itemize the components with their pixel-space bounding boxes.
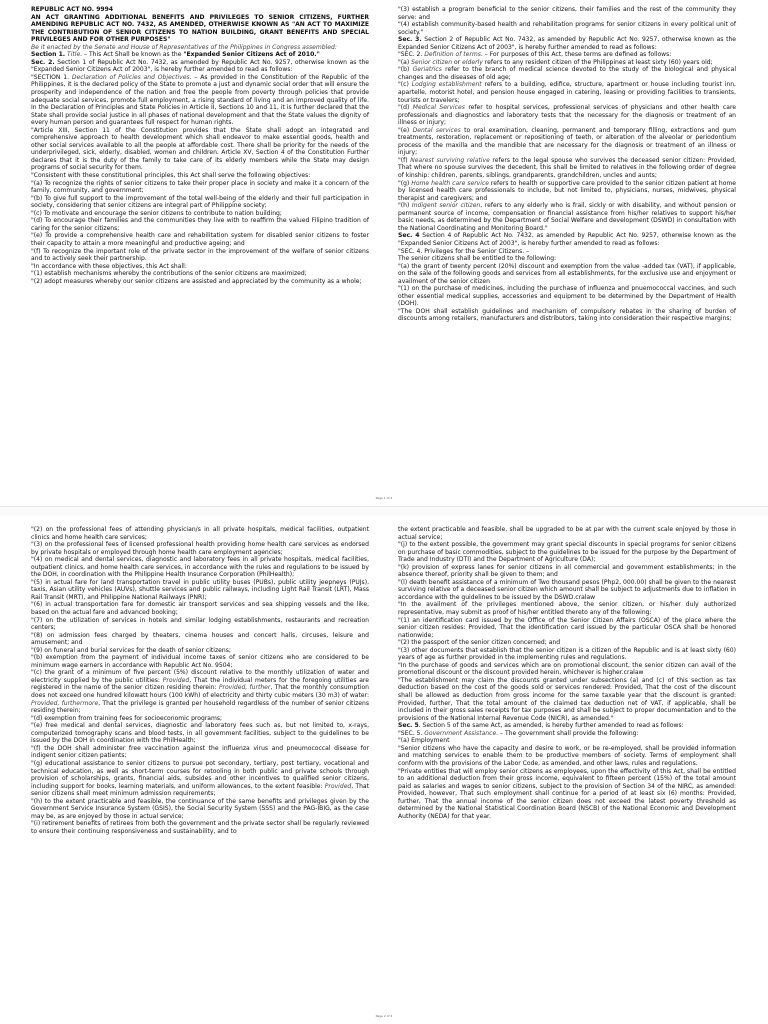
text-run: "SEC. 4. Privileges for the Senior Citizens. – xyxy=(398,247,530,255)
paragraph xyxy=(31,579,369,602)
text-run: . – As provided in the Constitution of the Republic of the Philippines, it is the declared policy of the State to promote a just and dynamic social order that will ensure the prosperity and independence of the nation and free the people from poverty through policies that provide adequate social services, promote full employment, a rising standard of living and an improved quality of life. In the Declaration of Principles and State Policies in Article II, Sections 10 and 11, it is further declared that the State shall provide social justice in all phases of national development and that the State values the dignity of every human person and guarantees full respect for human rights. xyxy=(31,73,369,127)
text-run: "(3) other documents that establish that the senior citizen is a citizen of the Republic and is at least sixty (60) years of age as further provided in the implementing rules and regulations. xyxy=(398,646,736,662)
text-run: to oral examination, cleaning, permanent and temporary filling, extractions and gum treatments, restoration, replacement or repositioning of teeth, or alteration of the alveolar or periodontium process of the maxilla and the mandible that are necessary for the diagnosis or treatment of an illness or injury; xyxy=(398,126,737,157)
text-run: "(j) to the extent possible, the government may grant special discounts in special programs for senior citizens on purchase of basic commodities, subject to the guidelines to be issued for the purpose by the Department of Trade and Industry (DTI) and the Department of Agriculture (DA); xyxy=(398,541,736,564)
paragraph xyxy=(31,6,369,14)
text-run: "(f) To recognize the important role of the private sector in the improvement of the welfare of senior citizens and to actively seek their partnership. xyxy=(31,247,369,263)
text-run: "(a) Employment xyxy=(398,737,450,745)
paragraph xyxy=(398,285,736,308)
text-run: or xyxy=(452,58,463,66)
text-run: refers to the legal spouse who survives the deceased senior citizen: Provided, That where no spouse survives the decedent, this shall be limited to relatives in the following order of degree of kinship: children, parents, siblings, grandparents, grandchildren, uncles and aunts; xyxy=(398,156,736,180)
text-run: "(e) xyxy=(398,126,413,134)
italic-text: Senior citizen xyxy=(411,58,453,66)
document-page-1 xyxy=(0,0,768,506)
paragraph xyxy=(31,601,369,616)
paragraph xyxy=(31,654,369,669)
bold-text: Section 1. xyxy=(31,51,66,59)
paragraph xyxy=(31,715,369,723)
paragraph xyxy=(398,202,736,232)
italic-text: Provided xyxy=(324,782,352,790)
bold-text: REPUBLIC ACT NO. 9994 xyxy=(31,6,114,13)
paragraph xyxy=(398,308,736,323)
page-number: Page 1 of 4 xyxy=(375,496,393,500)
paragraph xyxy=(31,526,369,541)
text-run: . – The government shall provide the following: xyxy=(496,729,639,737)
document-page-2 xyxy=(0,516,768,1024)
text-run: "(1) on the purchase of medicines, including the purchase of influenza and pnuemococcal vaccines, and such other essential medical supplies, accessories and equipment to be determined by the Department of Health (DOH). xyxy=(398,285,736,308)
text-run: "(9) on funeral and burial services for the death of senior citizens; xyxy=(31,646,231,654)
text-run: "In the purchase of goods and services which are on promotional discount, the senior citizen can avail of the promotional discount or the discount provided herein, whichever is higher.cralaw xyxy=(398,661,736,677)
paragraph xyxy=(31,722,369,745)
text-run: "(f) the DOH shall administer free vaccination against the influenza virus and pneumococcal disease for indigent senior citizen patients; xyxy=(31,744,369,760)
paragraph xyxy=(31,74,369,127)
italic-text: Home health care service xyxy=(411,179,489,187)
paragraph xyxy=(398,127,736,157)
italic-text: Provided xyxy=(162,676,190,684)
paragraph xyxy=(31,270,369,278)
paragraph xyxy=(31,248,369,263)
italic-text: Provided, furthermore xyxy=(31,699,99,707)
text-run: Section 2 of Republic Act No. 7432, as amended by Republic Act No. 9257, otherwise known as the Expanded Senior Citizens Act of 2003", is hereby further amended to read as follows: xyxy=(398,36,736,51)
text-run: "In accordance with these objectives, this Act shall: xyxy=(31,262,187,270)
paragraph xyxy=(398,647,736,662)
text-run: "Private entities that will employ senior citizens as employees, upon the effectivity of this Act, shall be entitled to an additional deduction from their gross income, equivalent to fifteen percent (15%) of the total amount paid as salaries and wages to senior citizens, subject to the provision of Section 34 of the NIRC, as amended: Provided, however, That such employment shall continue for a period of at least six (6) months: Provided, further, That the annual income of the senior citizen does not exceed the latest poverty threshold as determined by the National Statistical Coordination Board (NSCB) of the National Economic and Development Authority (NEDA) for that year. xyxy=(398,767,736,820)
text-run: "(2) on the professional fees of attending physician/s in all private hospitals, medical facilities, outpatient clinics and home health care services; xyxy=(31,526,369,541)
paragraph xyxy=(398,232,736,247)
text-run: , That the monthly consumption does not exceed one hundred kilowatt hours (100 kWh) of electricity and thirty cubic meters (30 m3) of water: xyxy=(31,684,369,700)
text-run: "Consistent with these constitutional principles, this Act shall serve the following objectives: xyxy=(31,172,311,180)
paragraph xyxy=(31,278,369,286)
text-run: "(5) in actual fare for land transportation travel in public utility buses (PUBs), public utility jeepneys (PUJs), taxis, Asian utility vehicles (AUVs), shuttle services and public railways, including Light Rail Transit (LRT), Mass Rail Transit (MRT), and Philippine National Railways (PNR); xyxy=(31,578,369,601)
text-run: "(d) exemption from training fees for socioeconomic programs; xyxy=(31,714,223,722)
text-run: , That the individual meters for the foregoing utilities are registered in the name of the senior citizen residing therein: xyxy=(31,676,369,692)
paragraph xyxy=(398,564,736,579)
text-run: "(1) an identification card issued by the Office of the Senior Citizen Affairs (OSCA) of the place where the senior citizen resides: Provided, That the identification card issued by the particular OSCA shall be honored nationwide; xyxy=(398,616,736,639)
text-run: Section 1 of Republic Act No. 7432, as amended by Republic Act No. 9257, otherwise known as the "Expanded Senior Citizens Act of 2003", is hereby further amended to read as follows: xyxy=(31,58,369,74)
text-run: . – For purposes of this Act, these terms are defined as follows: xyxy=(480,51,672,59)
paragraph xyxy=(31,669,369,714)
italic-text: Dental services xyxy=(412,126,461,134)
text-run: "The establishment may claim the discounts granted under subsections (a) and (c) of this section as tax deduction based on the cost of the goods sold or services rendered: Provided, That the cost of the discount shall be allowed as deduction from gross income for the same taxable year that the discount is granted: Provided, further, That the total amount of the claimed tax deduction net of VAT, if applicable, shall be included in their gross sales receipts for tax purposes and shall be subject to proper documentation and to the provisions of the National Internal Revenue Code (NICR), as amended." xyxy=(398,676,736,722)
paragraph xyxy=(31,632,369,647)
text-run: "(e) free medical and dental services, diagnostic and laboratory fees such as, but not limited to, x-rays, computerized tomography scans and blood tests, in all government facilities, subject to the guidelines to be issued by the DOH in coordination with the PhilHealth; xyxy=(31,722,369,745)
italic-text: elderly xyxy=(462,58,483,66)
paragraph xyxy=(398,617,736,640)
text-run: "(a) xyxy=(398,58,412,66)
bold-text: Sec. 4 xyxy=(398,232,420,240)
italic-text: Medical Services xyxy=(412,104,465,112)
paragraph xyxy=(398,737,736,745)
text-run: "(4) establish community-based health and rehabilitation programs for senior citizens in every political unit of society." xyxy=(398,21,736,36)
italic-text: Nearest surviving relative xyxy=(410,156,490,164)
paragraph xyxy=(31,820,369,835)
paragraph xyxy=(398,730,736,738)
text-run: "(h) to the extent practicable and feasible, the continuance of the same benefits and privileges given by the Government Service Insurance System (GSIS), the Social Security System (SSS) and the PAG-IBIG, as the case may be, as are enjoyed by those in actual service; xyxy=(31,797,369,820)
paragraph xyxy=(31,617,369,632)
text-run: "(b) xyxy=(398,66,413,74)
text-run: Section 4 of Republic Act No. 7432, as amended by Republic Act No. 9257, otherwise known as the "Expanded Senior Citizens Act of 2003", is hereby further amended to read as follows: xyxy=(398,232,736,247)
paragraph xyxy=(31,263,369,271)
text-run: "(k) provision of express lanes for senior citizens in all commercial and government establishments; in the absence thereof, priority shall be given to them; and xyxy=(398,563,736,579)
paragraph xyxy=(398,263,736,286)
paragraph xyxy=(398,81,736,104)
paragraph xyxy=(31,51,369,59)
bold-text: "Expanded Senior Citizens Act of 2010." xyxy=(183,51,320,59)
text-run: "(2) the passport of the senior citizen concerned; and xyxy=(398,639,561,647)
paragraph xyxy=(31,232,369,247)
text-run: "(a) the grant of twenty percent (20%) discount and exemption from the value -added tax (VAT), if applicable, on the sale of the following goods and services from all establishments, for the exclusive use and enjoyment or availment of the senior citizen xyxy=(398,262,736,285)
paragraph xyxy=(398,677,736,722)
text-run: "(d) To encourage their families and the communities they live with to reaffirm the valued Filipino tradition of caring for the senior citizens; xyxy=(31,217,369,232)
text-run: "(e) To provide a comprehensive health care and rehabilitation system for disabled senior citizens to foster their capacity to attain a more meaningful and productive ageing; and xyxy=(31,232,369,247)
italic-text: Declaration of Policies and Objectives xyxy=(71,73,190,81)
paragraph xyxy=(31,127,369,172)
italic-text: Lodging establishment xyxy=(411,81,482,89)
bold-text: Sec. 3. xyxy=(398,36,422,44)
text-run: "(3) on the professional fees of licensed professional health providing home health care services as endorsed by private hospitals or employed through home health care employment agencies; xyxy=(31,541,369,556)
italic-text: Be it enacted by the Senate and House of Representatives of the Philippines in Congress assembled: xyxy=(31,43,337,51)
text-run: refers to any resident citizen of the Philippines at least sixty (60) years old; xyxy=(482,58,713,66)
paragraph xyxy=(31,180,369,195)
page-number: Page 2 of 4 xyxy=(375,1014,393,1018)
text-run: The senior citizens shall be entitled to the following: xyxy=(398,255,557,263)
text-run: "The DOH shall establish guidelines and mechanism of compulsory rebates in the sharing of burden of discounts among retailers, manufacturers and distributors, taking into consideration their respective margins; xyxy=(398,307,736,323)
paragraph xyxy=(398,6,736,21)
text-run: "(g) xyxy=(398,179,412,187)
paragraph xyxy=(31,556,369,579)
paragraph xyxy=(398,51,736,59)
paragraph xyxy=(398,639,736,647)
text-run: "(b) exemption from the payment of individual income taxes of senior citizens who are considered to be minimum wage earners in accordance with Republic Act No. 9504; xyxy=(31,654,369,669)
text-run: "(4) on medical and dental services, diagnostic and laboratory fees in all private hospitals, medical facilities, outpatient clinics, and home health care services, in accordance with the rules and regulations to be issued by the DOH, in coordination with the Philippine Health Insurance Corporation (PhilHealth); xyxy=(31,556,369,579)
text-run: "(i) retirement benefits of retirees from both the government and the private sector shall be regularly reviewed to ensure their continuing responsiveness and sustainability, and to xyxy=(31,820,369,835)
paragraph xyxy=(398,36,736,51)
paragraph xyxy=(31,745,369,760)
paragraph xyxy=(398,526,736,541)
paragraph xyxy=(31,541,369,556)
text-run: "(7) on the utilization of services in hotels and similar lodging establishments, restaurants and recreation centers; xyxy=(31,616,369,632)
paragraph xyxy=(31,760,369,798)
italic-text: Title xyxy=(67,51,81,59)
italic-text: Geriatrics xyxy=(412,66,442,74)
text-run: "(c) xyxy=(398,81,412,89)
text-run: "(b) To give full support to the improvement of the total well-being of the elderly and their full participation in society, considering that senior citizens are integral part of Philippine society; xyxy=(31,194,369,210)
paragraph xyxy=(31,217,369,232)
paragraph xyxy=(398,579,736,602)
text-run: refer to hospital services, professional services of physicians and other health care professionals and diagnostics and laboratory tests that the necessary for the diagnosis or treatment of an illness or injury; xyxy=(398,104,737,127)
text-run: refers to a building, edifice, structure, apartment or house including tourist inn, apartelle, motorist hotel, and pension house engaged in catering, leasing or providing facilities to transients, tourists or travelers; xyxy=(398,81,736,104)
text-run: "Article XIII, Section 11 of the Constitution provides that the State shall adopt an integrated and comprehensive approach to health development which shall endeavor to make essential goods, health and other social services available to all the people at affordable cost. There shall be priority for the needs of the underprivileged, sick, elderly, disabled, women and children. Article XV, Section 4 of the Constitution Further declares that it is the duty of the family to take care of its elderly members while the State may design programs of social security for them. xyxy=(31,126,369,172)
page-2-left-column xyxy=(31,526,369,835)
italic-text: Definition of terms xyxy=(424,51,481,59)
paragraph xyxy=(398,601,736,616)
paragraph xyxy=(31,195,369,210)
text-run: "(1) establish mechanisms whereby the contributions of the senior citizens are maximized; xyxy=(31,270,307,278)
paragraph xyxy=(398,722,736,730)
text-run: "(h) xyxy=(398,202,412,210)
text-run: "(d) xyxy=(398,104,413,112)
paragraph xyxy=(398,745,736,768)
text-run: refers to health or supportive care provided to the senior citizen patient at home by licensed health care professionals to include, but not limited to, physicians, nurses, midwives, physical therapist and caregivers; and xyxy=(398,179,737,202)
page-1-left-column xyxy=(31,6,369,285)
text-run: "In the availment of the privileges mentioned above, the senior citizen, or his/her duly authorized representative, may submit as proof of his/her entitled thereto any of the following: xyxy=(398,601,736,617)
text-run: "(8) on admission fees charged by theaters, cinema houses and concert halls, circuses, leisure and amusement; and xyxy=(31,631,369,647)
text-run: , That the privilege is granted per household regardless of the number of senior citizens residing therein; xyxy=(31,699,369,715)
bold-text: AN ACT GRANTING ADDITIONAL BENEFITS AND PRIVILEGES TO SENIOR CITIZENS, FURTHER AMENDING REPUBLIC ACT NO. 7432, AS AMENDED, OTHERWISE KNOWN AS "AN ACT TO MAXIMIZE THE CONTRIBUTION OF SENIOR CITIZENS TO NATION BUILDING, GRANT BENEFITS AND SPECIAL PRIVILEGES AND FOR OTHER PURPOSES" xyxy=(31,13,369,44)
text-run: . Section 5 of the same Act, as amended, is hereby further amended to read as follows: xyxy=(418,722,684,730)
text-run: "(6) in actual transportation fare for domestic air transport services and sea shipping vessels and the like, based on the actual fare and advanced booking; xyxy=(31,601,369,617)
page-1-right-column xyxy=(398,6,736,323)
paragraph xyxy=(398,248,736,256)
bold-text: Sec. 2. xyxy=(31,58,55,66)
text-run: "SEC. 5. xyxy=(398,729,425,737)
paragraph xyxy=(31,59,369,74)
text-run: , That senior citizens shall meet minimum admission requirements; xyxy=(31,782,369,798)
paragraph xyxy=(31,172,369,180)
bold-text: Sec. 5 xyxy=(398,722,419,730)
text-run: , refers to any elderly who is frail, sickly or with disability, and without pension or permanent source of income, compensation or financial assistance from his/her relatives to support his/her basic needs, as determined by the Department of Social Welfare and development (DSWD) in consultation with the National Coordinating and Monitoring Board." xyxy=(398,202,736,232)
italic-text: Indigent senior citizen xyxy=(411,202,481,210)
paragraph xyxy=(398,21,736,36)
paragraph xyxy=(398,255,736,263)
italic-text: Provided, further xyxy=(218,684,271,692)
text-run: "(l) death benefit assistance of a minimum of Two thousand pesos (Php2, 000.00) shall be given to the nearest surviving relative of a deceased senior citizen which amount shall be subject to adjustments due to inflation in accordance with the guidelines to be issued by the DSWD.cralaw xyxy=(398,578,736,601)
text-run: "(g) educational assistance to senior citizens to pursue pot secondary, tertiary, post tertiary, vocational and technical education, as well as short-term courses for retooling in both public and private schools through provision of scholarships, grants, financial aids, subsides and other incentives to qualified senior citizens, including support for books, learning materials, and uniform allowances, to the extent feasible: xyxy=(31,759,369,790)
page-2-right-column xyxy=(398,526,736,820)
paragraph xyxy=(398,157,736,180)
paragraph xyxy=(398,768,736,821)
text-run: "(f) xyxy=(398,156,411,164)
text-run: "(c) To motivate and encourage the senior citizens to contribute to nation building; xyxy=(31,209,282,217)
paragraph xyxy=(31,210,369,218)
paragraph xyxy=(31,798,369,821)
text-run: "SECTION 1. xyxy=(31,73,72,81)
paragraph xyxy=(31,647,369,655)
text-run: . – This Act Shall be known as the xyxy=(80,51,184,59)
italic-text: Government Assistance xyxy=(424,729,497,737)
text-run: refer to the branch of medical science devoted to the study of the biological and physical changes and the diseases of old age; xyxy=(398,66,736,81)
text-run: "SEC. 2. xyxy=(398,51,425,59)
paragraph xyxy=(398,104,736,127)
paragraph xyxy=(398,541,736,564)
text-run: "(2) adopt measures whereby our senior citizens are assisted and appreciated by the community as a whole; xyxy=(31,277,362,285)
paragraph xyxy=(398,662,736,677)
text-run: "(a) To recognize the rights of senior citizens to take their proper place in society and make it a concern of the family, community, and government; xyxy=(31,179,369,195)
text-run: "(3) establish a program beneficial to the senior citizens, their families and the rest of the community they serve: and xyxy=(398,6,736,21)
text-run: "Senior citizens who have the capacity and desire to work, or be re-employed, shall be provided information and matching services to enable them to be productive members of society. Terms of employment shall conform with the provisions of the Labor Code, as amended, and other laws, rules and regulations. xyxy=(398,744,736,767)
paragraph xyxy=(31,14,369,44)
paragraph xyxy=(398,180,736,203)
text-run: the extent practicable and feasible, shall be upgraded to be at par with the current scale enjoyed by those in actual service; xyxy=(398,526,736,541)
paragraph xyxy=(398,66,736,81)
text-run: "(c) the grant of a minimum of five percent (5%) discount relative to the monthly utilization of water and electricity supplied by the public utilities: xyxy=(31,669,369,684)
